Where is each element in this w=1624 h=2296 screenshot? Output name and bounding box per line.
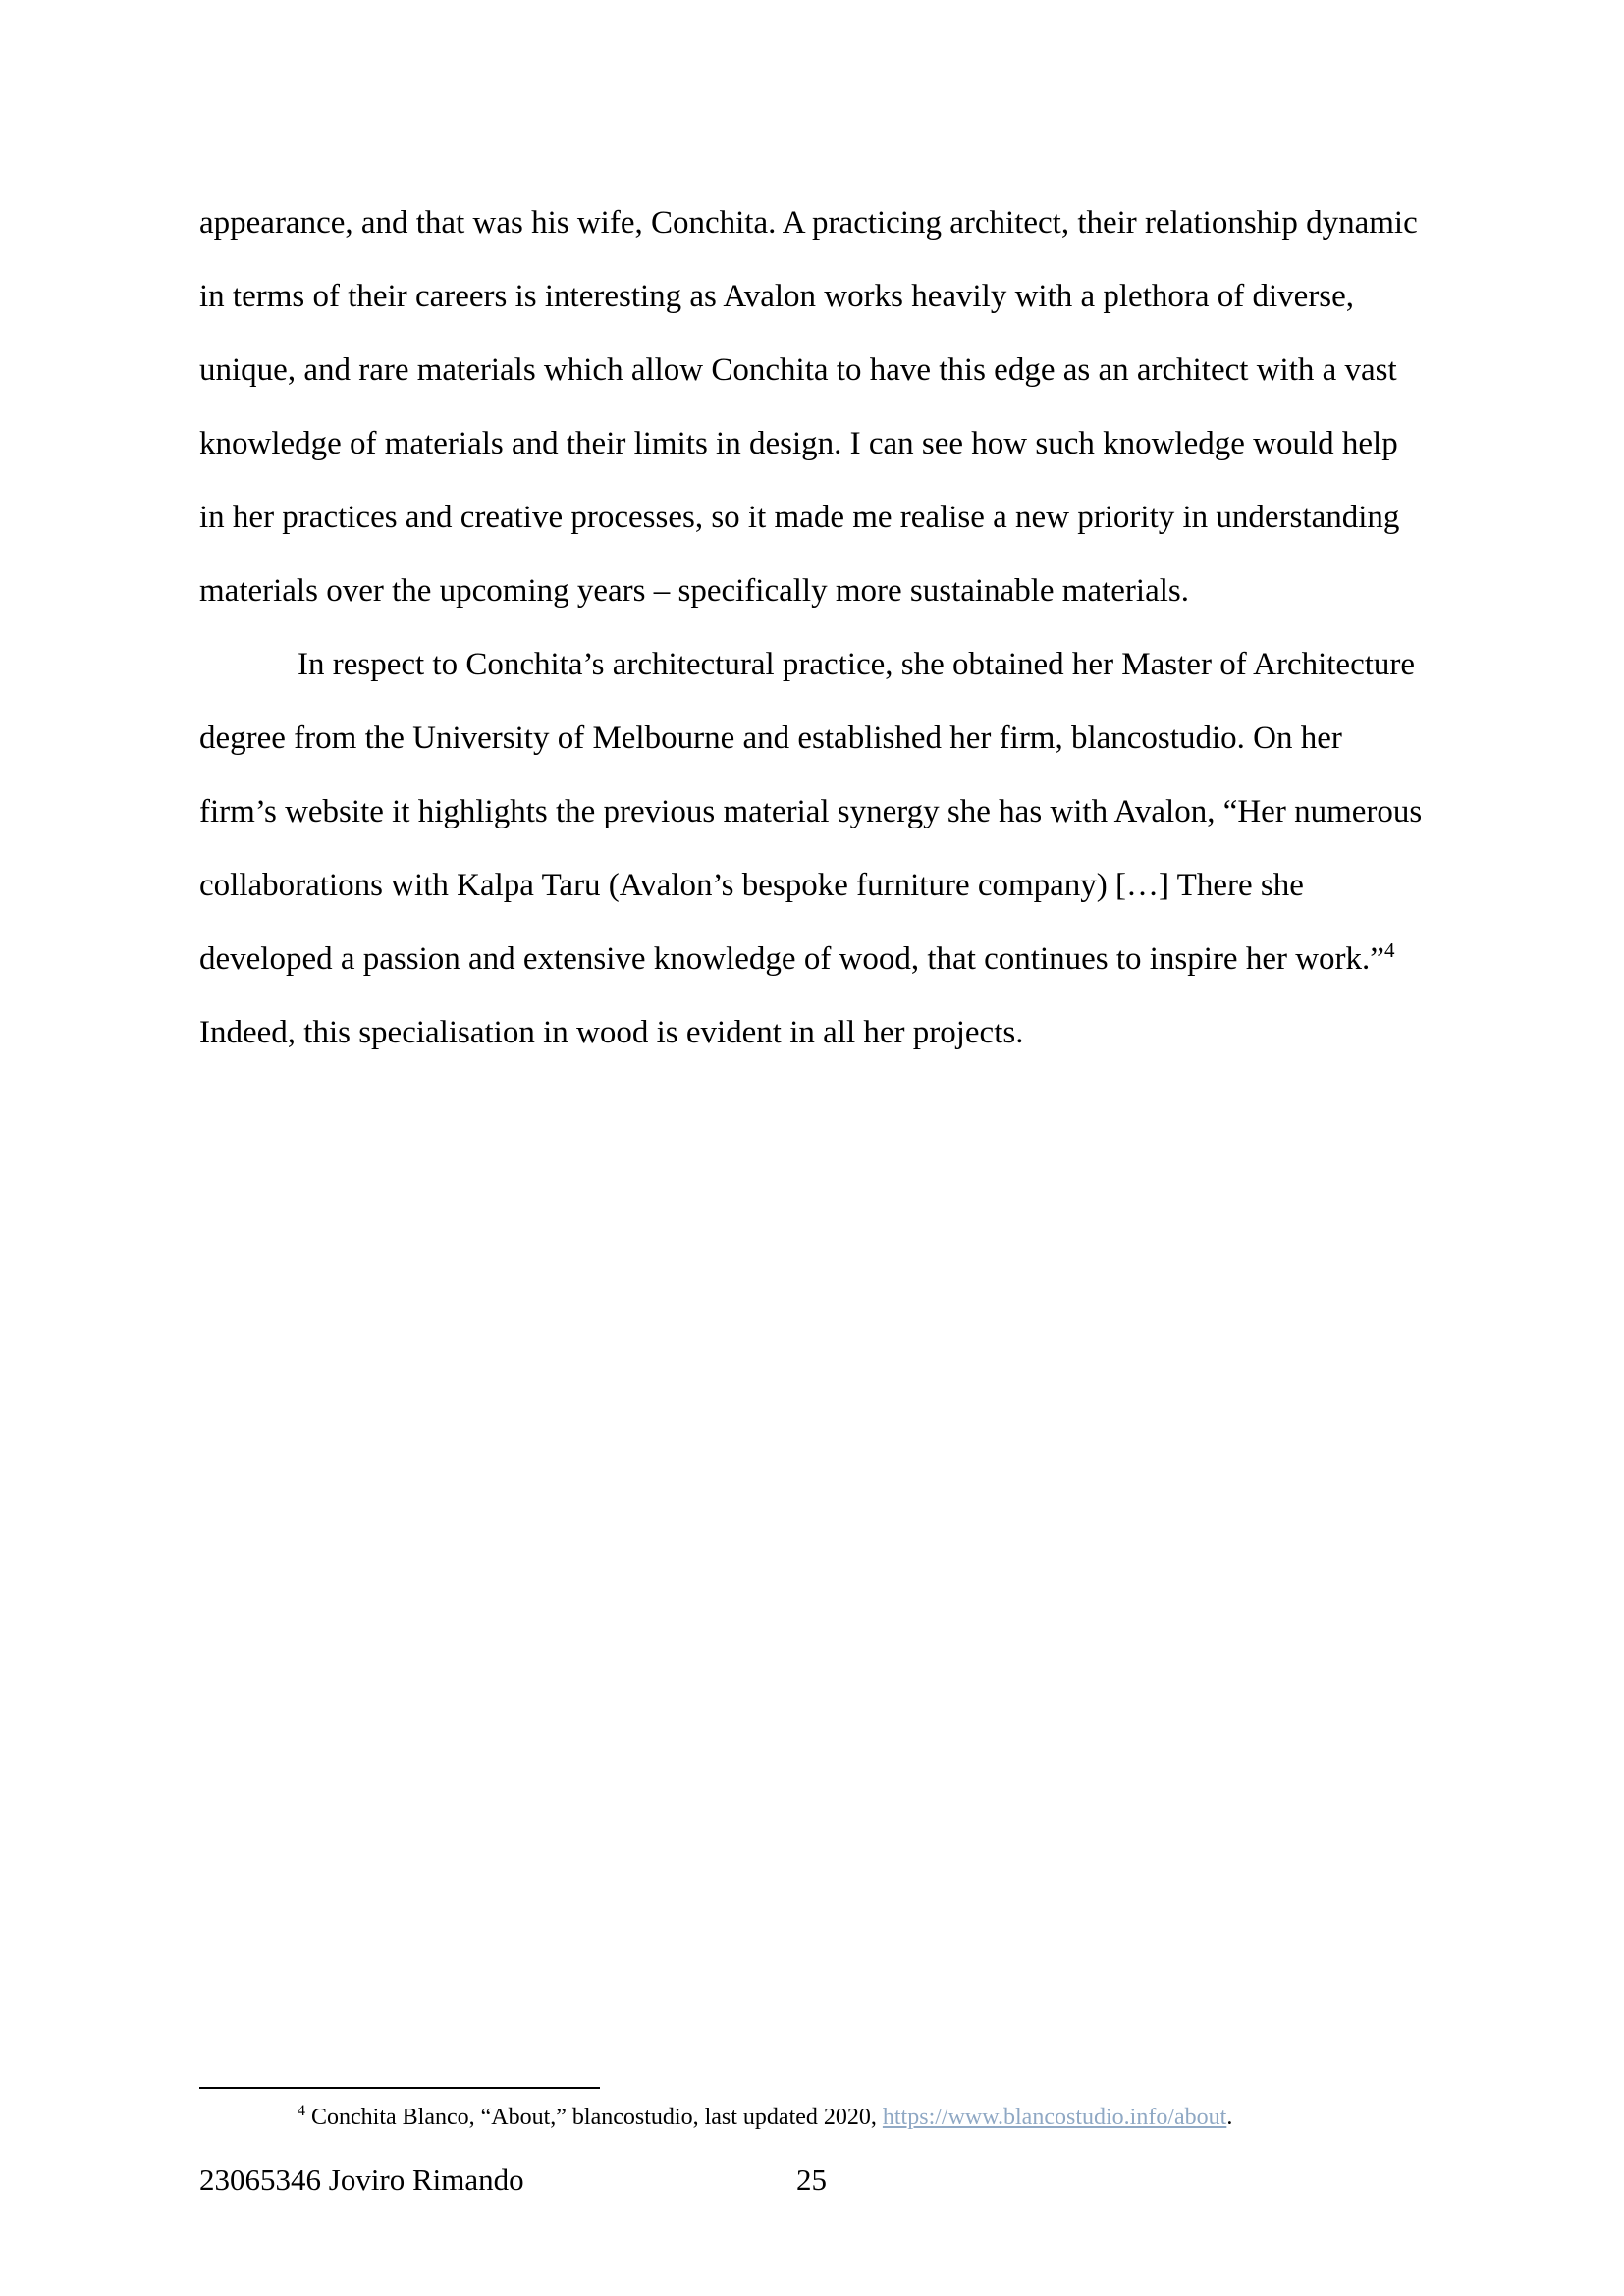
page-footer (199, 2158, 1424, 2202)
footnote-number: 4 (298, 2103, 305, 2119)
footnote-hyperlink[interactable]: https://www.blancostudio.info/about (882, 2105, 1227, 2130)
footnote-separator (199, 2087, 600, 2089)
footnote-reference-marker: 4 (1383, 938, 1395, 962)
document-body (199, 187, 1424, 1070)
footer-author: 23065346 Joviro Rimando (199, 2163, 524, 2197)
paragraph-2-text: In respect to Conchita’s architectural practice, she obtained her Master of Architecture degree from the University of Melbourne and established her firm, blancostudio. On her firm’s website it highlights the previous material synergy she has with Avalon, “Her numerous collaborations with Kalpa Taru (Avalon’s bespoke furniture company) […] There she developed a passion and extensive knowledge of wood, that continues to inspire her work.” (199, 647, 1423, 977)
footnote (199, 2101, 1424, 2134)
paragraph-1: appearance, and that was his wife, Conchita. A practicing architect, their relationship dynamic in terms of their careers is interesting as Avalon works heavily with a plethora of diverse, unique, and rare materials which allow Conchita to have this edge as an architect with a vast knowledge of materials and their limits in design. I can see how such knowledge would help in her practices and creative processes, so it made me realise a new priority in understanding materials over the upcoming years – specifically more sustainable materials. (199, 205, 1418, 609)
footnote-text: Conchita Blanco, “About,” blancostudio, last updated 2020, (305, 2105, 883, 2130)
footnote-area (199, 2087, 1424, 2134)
paragraph-2-continuation: Indeed, this specialisation in wood is evident in all her projects. (199, 1015, 1024, 1050)
paragraph-2 (199, 628, 1424, 1070)
page-number: 25 (796, 2163, 827, 2197)
footnote-trailing-period: . (1226, 2105, 1233, 2130)
